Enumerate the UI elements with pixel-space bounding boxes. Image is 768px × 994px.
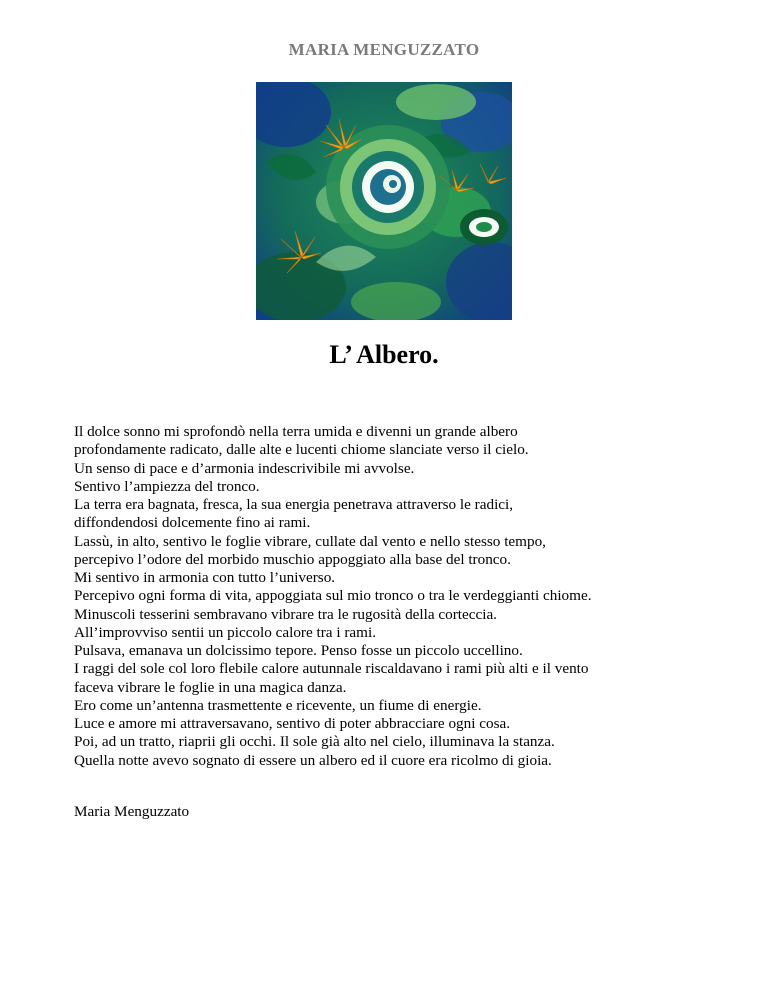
story-line: La terra era bagnata, fresca, la sua energia penetrava attraverso le radici,: [74, 496, 514, 513]
story-line: Poi, ad un tratto, riaprii gli occhi. Il sole già alto nel cielo, illuminava la stanza.: [74, 733, 555, 751]
story-line: Luce e amore mi attraversavano, sentivo di poter abbracciare ogni cosa.: [74, 715, 511, 732]
story-line: diffondendosi dolcemente fino ai rami.: [74, 514, 311, 532]
story-line: Un senso di pace e d’armonia indescrivibile mi avvolse.: [74, 459, 415, 477]
story-line: faceva vibrare le foglie in una magica danza.: [74, 678, 347, 696]
story-line: Il dolce sonno mi sprofondò nella terra umida e divenni un grande albero: [74, 423, 518, 440]
story-line: Quella notte avevo sognato di essere un albero ed il cuore era ricolmo di gioia.: [74, 751, 552, 769]
story-text: [74, 423, 734, 770]
story-line: Sentivo l’ampiezza del tronco.: [74, 477, 260, 495]
story-line: Percepivo ogni forma di vita, appoggiata sul mio tronco o tra le verdeggianti chiome.: [74, 587, 592, 605]
story-line: Pulsava, emanava un dolcissimo tepore. Penso fosse un piccolo uccellino.: [74, 642, 523, 659]
story-line: percepivo l’odore del morbido muschio appoggiato alla base del tronco.: [74, 550, 511, 568]
story-line: All’improvviso sentii un piccolo calore tra i rami.: [74, 623, 376, 641]
author-signature: Maria Menguzzato: [74, 803, 190, 820]
story-line: profondamente radicato, dalle alte e lucenti chiome slanciate verso il cielo.: [74, 441, 529, 459]
abstract-painting-illustration: [256, 82, 512, 320]
story-line: Minuscoli tesserini sembravano vibrare tra le rugosità della corteccia.: [74, 605, 497, 623]
story-line: Ero come un’antenna trasmettente e ricevente, un fiume di energie.: [74, 696, 482, 714]
painting-svg: [256, 82, 512, 320]
story-line: Mi sentivo in armonia con tutto l’universo.: [74, 569, 336, 586]
page-title: L’ Albero.: [329, 340, 439, 369]
story-line: I raggi del sole col loro flebile calore autunnale riscaldavano i rami più alti e il vento: [74, 660, 589, 678]
story-line: Lassù, in alto, sentivo le foglie vibrare, cullate dal vento e nello stesso tempo,: [74, 532, 546, 550]
author-header: MARIA MENGUZZATO: [288, 40, 480, 59]
